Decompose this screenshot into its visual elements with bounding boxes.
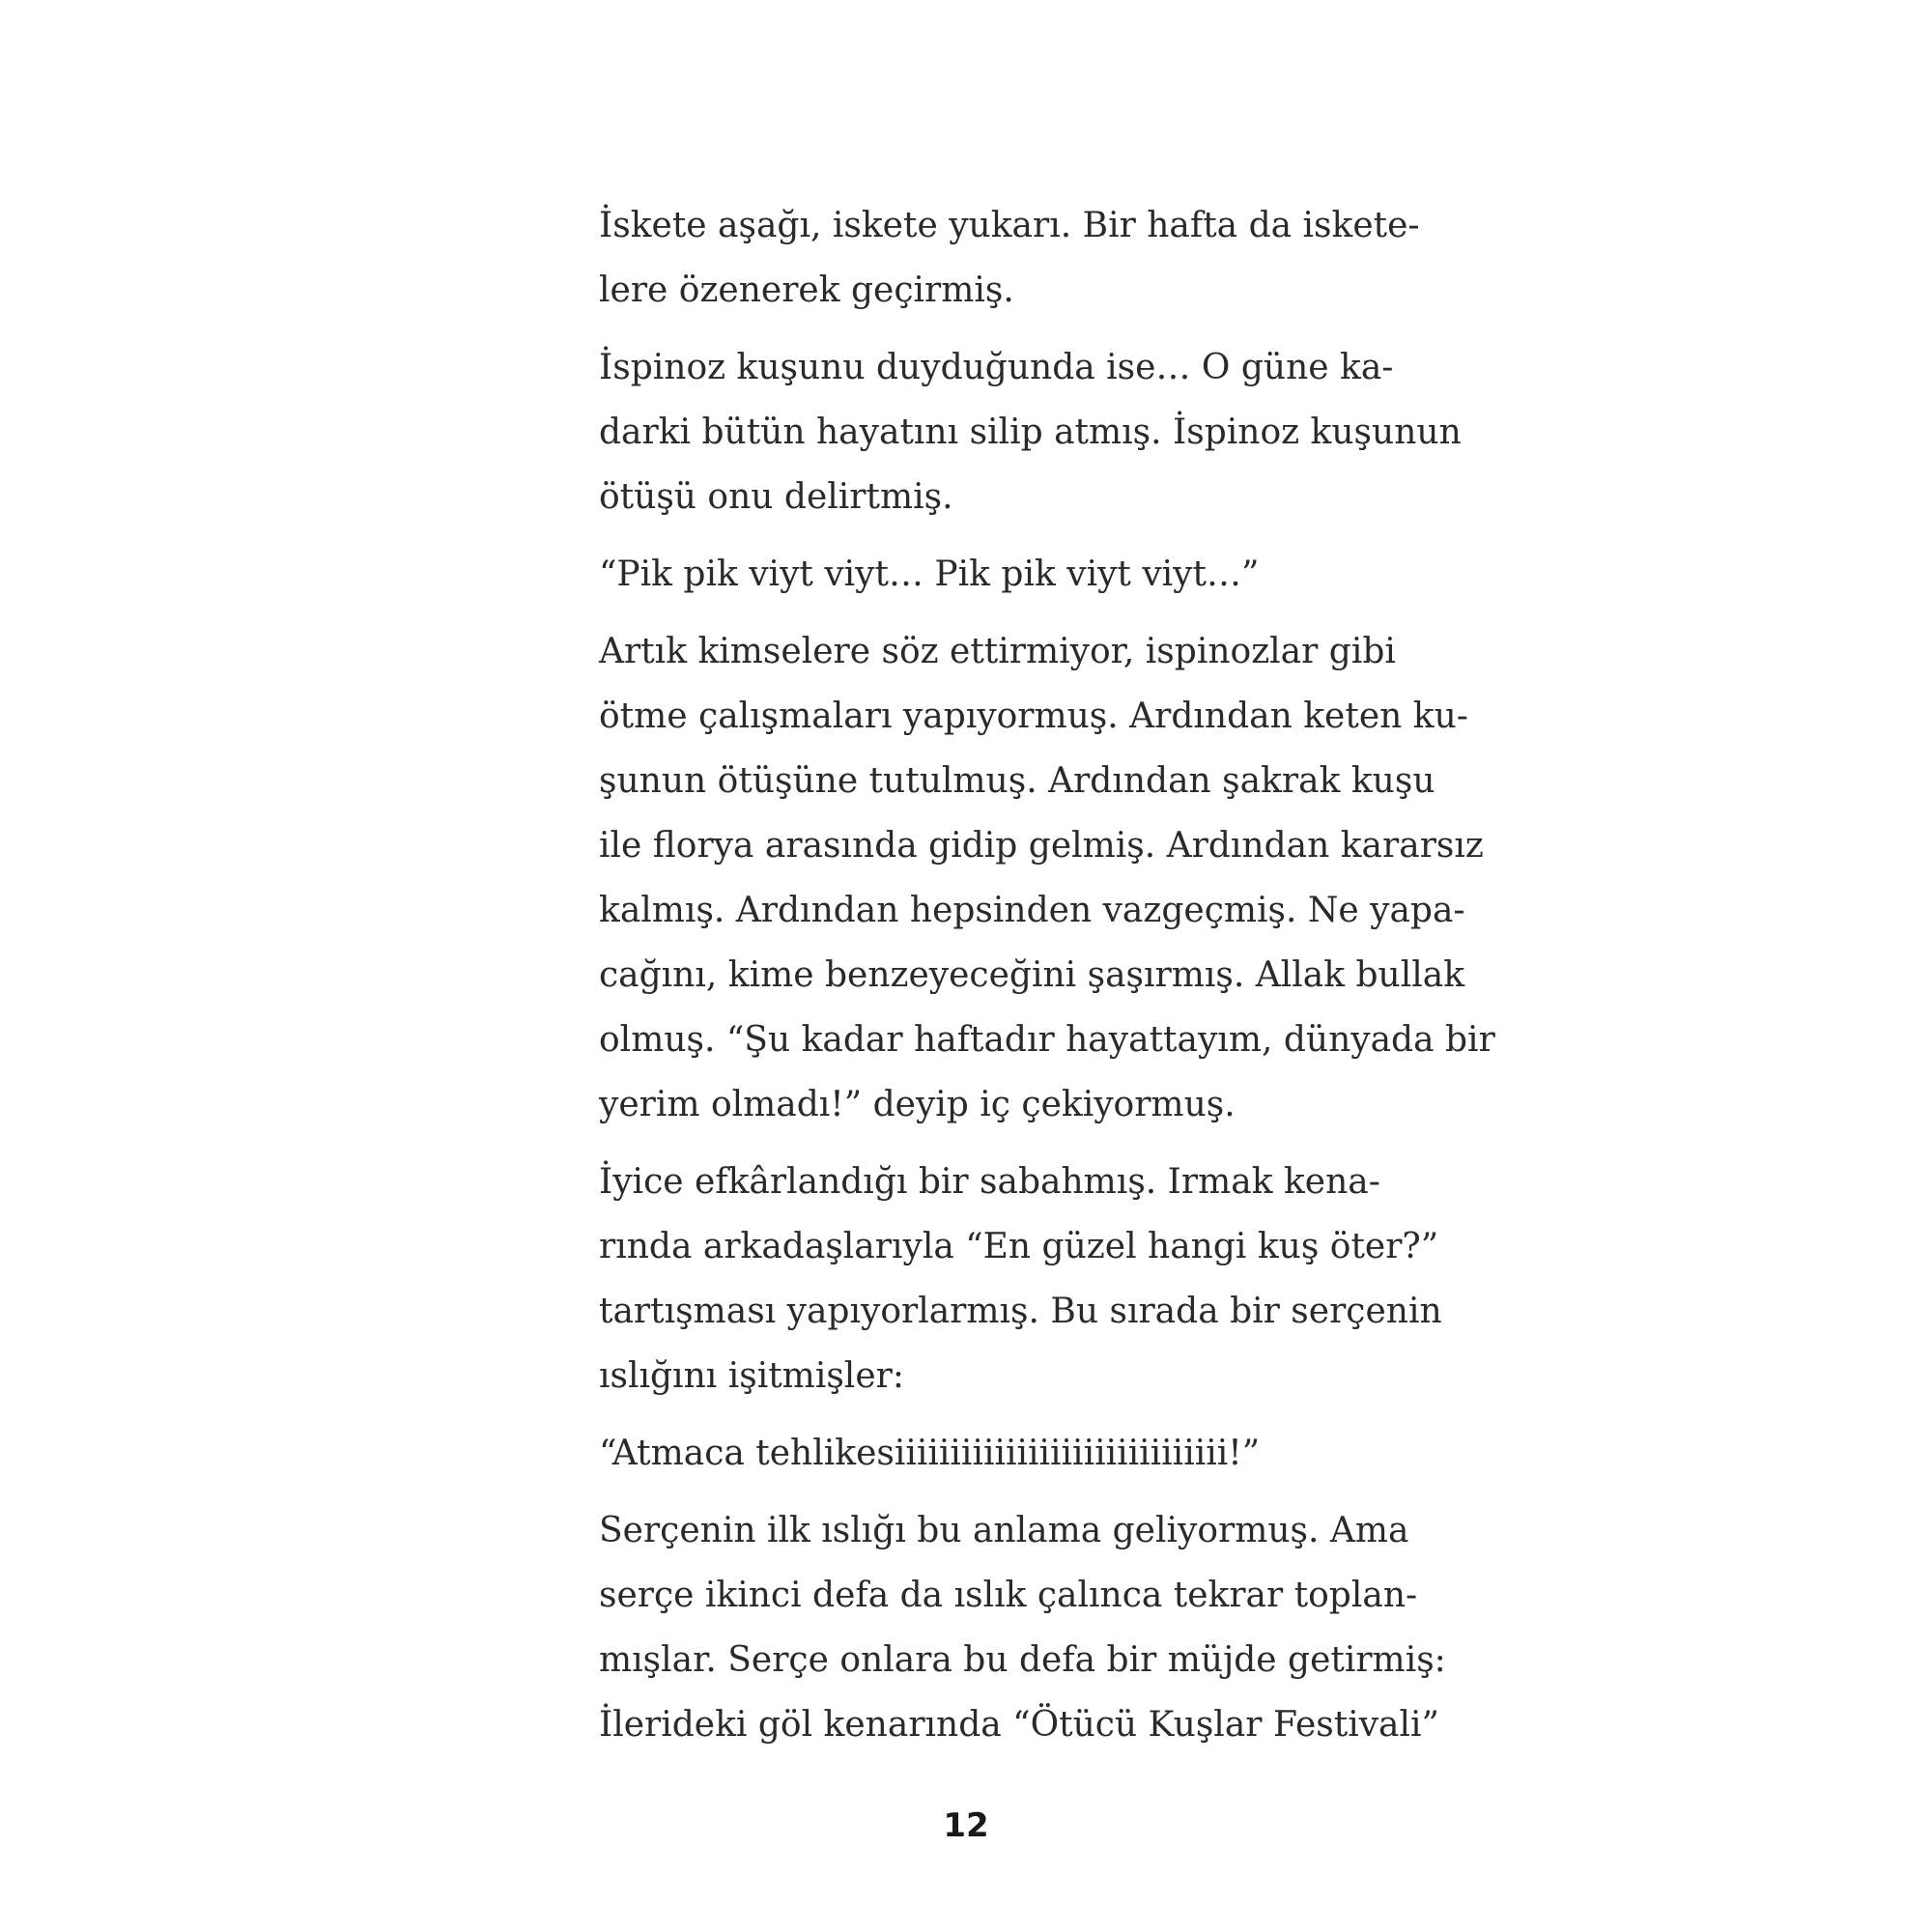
text-line: “Pik pik viyt viyt… Pik pik viyt viyt…” bbox=[599, 554, 1260, 594]
text-line: lere özenerek geçirmiş. bbox=[599, 270, 1014, 310]
paragraph-7 bbox=[549, 1498, 1446, 1757]
paragraph-6 bbox=[549, 1421, 1372, 1486]
text-line: ile florya arasında gidip gelmiş. Ardından kararsız bbox=[599, 826, 1484, 866]
text-line: İlerideki göl kenarında “Ötücü Kuşlar Festivali” bbox=[599, 1705, 1439, 1745]
text-line: “Atmaca tehlikesiiiiiiiiiiiiiiiiiiiiiiiiiiiiii!” bbox=[599, 1434, 1261, 1473]
text-line: Serçenin ilk ıslığı bu anlama geliyormuş. Ama bbox=[599, 1511, 1409, 1550]
text-line: ıslığını işitmişler: bbox=[599, 1356, 904, 1396]
text-line: serçe ikinci defa da ıslık çalınca tekrar toplan- bbox=[599, 1576, 1418, 1615]
text-line: şunun ötüşüne tutulmuş. Ardından şakrak kuşu bbox=[599, 761, 1435, 801]
text-line: kalmış. Ardından hepsinden vazgeçmiş. Ne yapa- bbox=[599, 891, 1465, 930]
text-line: Artık kimselere söz ettirmiyor, ispinozlar gibi bbox=[599, 632, 1396, 671]
paragraph-2 bbox=[549, 335, 1462, 529]
paragraph-4 bbox=[549, 619, 1495, 1137]
page-number: 12 bbox=[943, 1806, 989, 1845]
paragraph-1 bbox=[549, 193, 1420, 323]
text-line: İspinoz kuşunu duyduğunda ise… O güne ka- bbox=[599, 348, 1394, 387]
text-line: darki bütün hayatını silip atmış. İspinoz kuşunun bbox=[599, 412, 1462, 452]
paragraph-5 bbox=[549, 1150, 1442, 1408]
text-line: olmuş. “Şu kadar haftadır hayattayım, dünyada bir bbox=[599, 1020, 1495, 1060]
text-line: İyice efkârlandığı bir sabahmış. Irmak kena- bbox=[599, 1162, 1380, 1202]
text-line: ötüşü onu delirtmiş. bbox=[599, 477, 953, 517]
text-line: yerim olmadı!” deyip iç çekiyormuş. bbox=[599, 1085, 1236, 1124]
text-line: cağını, kime benzeyeceğini şaşırmış. Allak bullak bbox=[599, 955, 1465, 995]
text-line: rında arkadaşlarıyla “En güzel hangi kuş öter?” bbox=[599, 1227, 1439, 1266]
text-line: tartışması yapıyorlarmış. Bu sırada bir serçenin bbox=[599, 1292, 1442, 1331]
text-line: İskete aşağı, iskete yukarı. Bir hafta da iskete- bbox=[599, 206, 1420, 245]
text-line: mışlar. Serçe onlara bu defa bir müjde getirmiş: bbox=[599, 1640, 1446, 1680]
body-text bbox=[549, 193, 1495, 1770]
text-line: ötme çalışmaları yapıyormuş. Ardından keten ku- bbox=[599, 696, 1468, 736]
paragraph-3 bbox=[549, 542, 1372, 607]
